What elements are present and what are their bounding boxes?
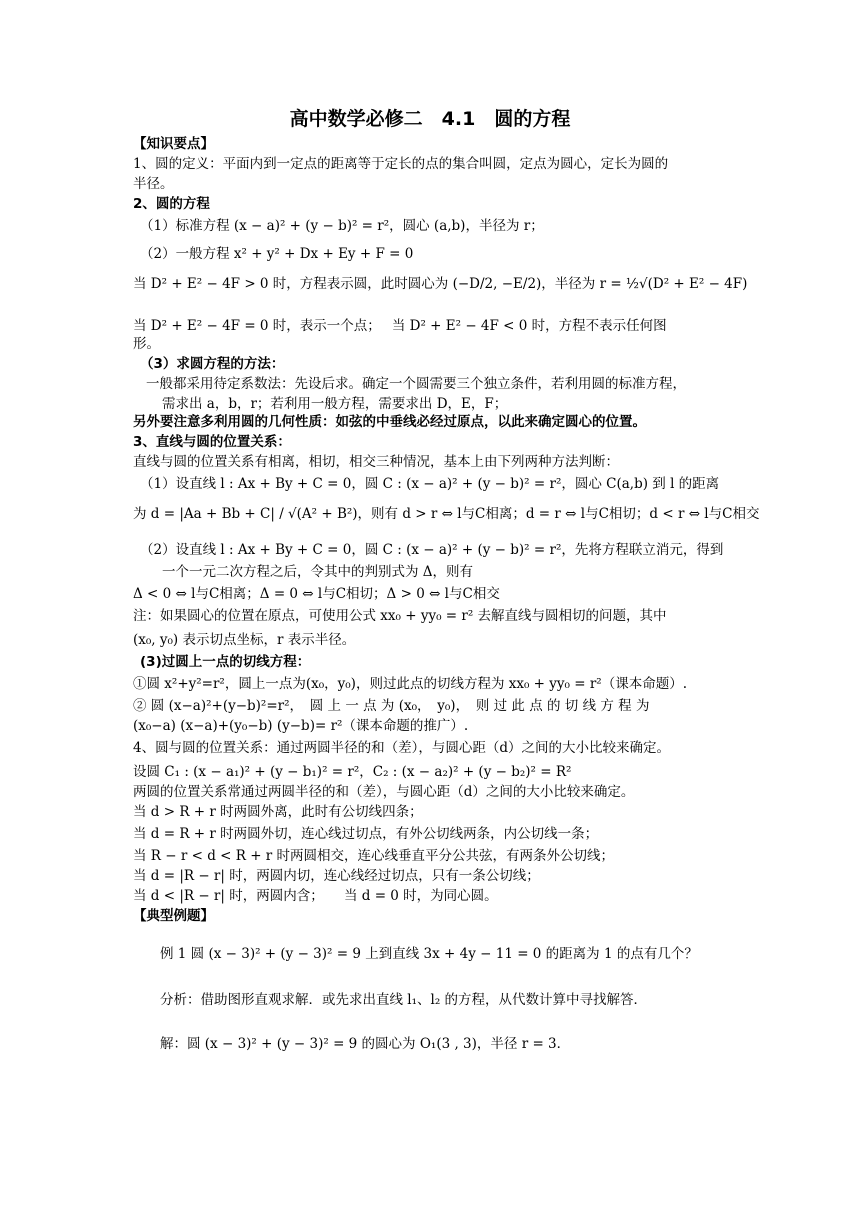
text-line: (x₀−a) (x−a)+(y₀−b) (y−b)= r²（课本命题的推广）. bbox=[133, 718, 469, 734]
text-line: 另外要注意多利用圆的几何性质：如弦的中垂线必经过原点，以此来确定圆心的位置。 bbox=[133, 414, 646, 430]
text-line: （1）设直线 l : Ax + By + C = 0，圆 C : (x − a)² + (y − b)² = r²，圆心 C(a,b) 到 l 的距离 bbox=[140, 476, 720, 492]
text-line: 3、直线与圆的位置关系： bbox=[133, 434, 291, 450]
text-line: 当 d > R + r 时两圆外离，此时有公切线四条； bbox=[133, 804, 423, 820]
text-line: 需求出 a，b，r；若利用一般方程，需要求出 D，E，F； bbox=[162, 396, 508, 412]
text-line: 当 d < |R − r| 时，两圆内含； 当 d = 0 时，为同心圆。 bbox=[133, 888, 498, 904]
text-line: （2）设直线 l : Ax + By + C = 0，圆 C : (x − a)² + (y − b)² = r²，先将方程联立消元，得到 bbox=[140, 542, 724, 558]
text-line: 当 D² + E² − 4F > 0 时，方程表示圆，此时圆心为 (−D/2, −E/2)，半径为 r = ½√(D² + E² − 4F) bbox=[133, 276, 748, 292]
text-line: （1）标准方程 (x − a)² + (y − b)² = r²，圆心 (a,b)，半径为 r； bbox=[140, 218, 544, 234]
example-1-question: 例 1 圆 (x − 3)² + (y − 3)² = 9 上到直线 3x + 4y − 11 = 0 的距离为 1 的点有几个？ bbox=[160, 946, 698, 962]
text-line: 为 d = |Aa + Bb + C| / √(A² + B²)，则有 d > r ⇔ l与C相离；d = r ⇔ l与C相切；d < r ⇔ l与C相交 bbox=[133, 506, 760, 522]
text-line: 设圆 C₁ : (x − a₁)² + (y − b₁)² = r²，C₂ : (x − a₂)² + (y − b₂)² = R² bbox=[133, 764, 572, 780]
page-title: 高中数学必修二 4.1 圆的方程 bbox=[289, 108, 571, 130]
example-1-solution: 解：圆 (x − 3)² + (y − 3)² = 9 的圆心为 O₁(3 , 3)，半径 r = 3． bbox=[160, 1036, 571, 1052]
text-line: 2、圆的方程 bbox=[133, 196, 210, 212]
text-line: （2）一般方程 x² + y² + Dx + Ey + F = 0 bbox=[140, 246, 414, 262]
text-line: 半径。 bbox=[133, 176, 174, 192]
text-line: 4、圆与圆的位置关系：通过两圆半径的和（差），与圆心距（d）之间的大小比较来确定。 bbox=[133, 740, 670, 756]
text-line: Δ < 0 ⇔ l与C相离；Δ = 0 ⇔ l与C相切；Δ > 0 ⇔ l与C相交 bbox=[133, 586, 500, 602]
text-line: 一个一元二次方程之后，令其中的判别式为 Δ，则有 bbox=[162, 564, 474, 580]
text-line: 当 R − r < d < R + r 时两圆相交，连心线垂直平分公共弦，有两条外公切线； bbox=[133, 848, 615, 864]
text-line: (3)过圆上一点的切线方程： bbox=[140, 654, 311, 670]
text-line: ①圆 x²+y²=r²，圆上一点为(x₀，y₀)，则过此点的切线方程为 xx₀ + yy₀ = r²（课本命题）. bbox=[133, 676, 687, 692]
text-line: (x₀, y₀) 表示切点坐标，r 表示半径。 bbox=[133, 632, 356, 648]
text-line: 两圆的位置关系常通过两圆半径的和（差），与圆心距（d）之间的大小比较来确定。 bbox=[133, 784, 635, 800]
text-line: 注：如果圆心的位置在原点，可使用公式 xx₀ + yy₀ = r² 去解直线与圆相切的问题，其中 bbox=[133, 608, 667, 624]
text-line: 形。 bbox=[133, 336, 160, 352]
section-heading-examples: 【典型例题】 bbox=[133, 908, 214, 924]
text-line: 当 D² + E² − 4F = 0 时，表示一个点； 当 D² + E² − 4F < 0 时，方程不表示任何图 bbox=[133, 318, 667, 334]
example-1-analysis: 分析：借助图形直观求解．或先求出直线 l₁、l₂ 的方程，从代数计算中寻找解答． bbox=[160, 992, 648, 1008]
text-line: 1、圆的定义：平面内到一定点的距离等于定长的点的集合叫圆，定点为圆心，定长为圆的 bbox=[133, 156, 669, 172]
text-line: （3）求圆方程的方法： bbox=[140, 356, 285, 372]
text-line: 当 d = R + r 时两圆外切，连心线过切点，有外公切线两条，内公切线一条； bbox=[133, 826, 599, 842]
text-line: 直线与圆的位置关系有相离，相切，相交三种情况，基本上由下列两种方法判断： bbox=[133, 454, 619, 470]
text-line: 一般都采用待定系数法：先设后求。确定一个圆需要三个独立条件，若利用圆的标准方程， bbox=[146, 376, 686, 392]
text-line: ② 圆 (x−a)²+(y−b)²=r²， 圆 上 一 点 为 (x₀， y₀)， 则 过 此 点 的 切 线 方 程 为 bbox=[133, 698, 650, 714]
section-heading-knowledge: 【知识要点】 bbox=[133, 136, 214, 152]
text-line: 当 d = |R − r| 时，两圆内切，连心线经过切点，只有一条公切线； bbox=[133, 868, 540, 884]
